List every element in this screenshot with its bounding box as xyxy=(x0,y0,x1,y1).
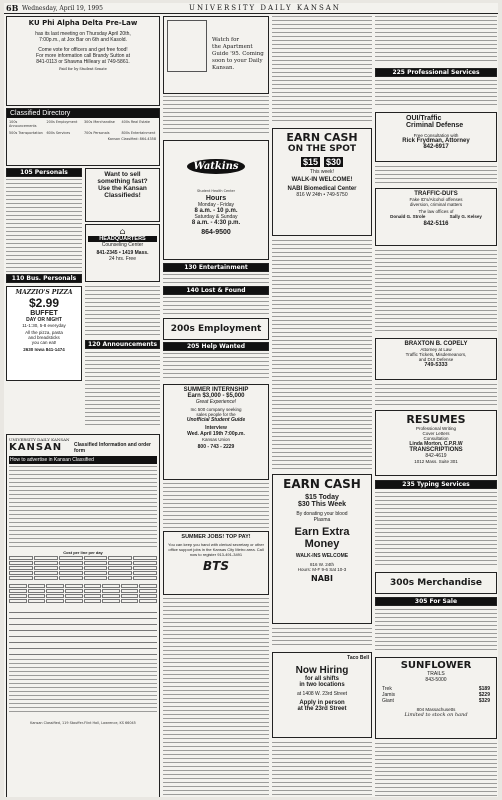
help-wanted-text2 xyxy=(163,483,269,528)
plasma-line1: By donating your blood xyxy=(296,511,348,517)
hq-hours: 24 hrs. Free xyxy=(109,256,136,262)
taco-line3: at 1408 W. 23rd Street xyxy=(296,691,348,697)
intern-date: Wed. April 19th 7:00p.m. xyxy=(187,431,245,437)
sell-fast-ad xyxy=(85,168,160,222)
house-icon xyxy=(167,20,207,72)
section-205: 205 Help Wanted xyxy=(163,342,269,351)
resumes-name: Linda Morton, C.P.R.W xyxy=(409,441,463,447)
internship-ad xyxy=(163,384,269,480)
watkins-hours4: 8 a.m. - 4:30 p.m. xyxy=(191,220,241,227)
section-305: 305 For Sale xyxy=(375,597,497,606)
directory-footer: Kansan Classified: 864-4358 xyxy=(107,136,156,141)
sunflower-name: SUNFLOWER xyxy=(400,660,472,671)
order-prices-title: Cost per line per day xyxy=(63,550,103,555)
taco-bell-ad xyxy=(272,652,372,738)
pad-line5: 841-0113 or Shawna Hilleary at 749-5861. xyxy=(36,59,130,65)
column-2 xyxy=(163,16,269,797)
directory-item: 700s Personals xyxy=(84,130,110,135)
bus-personals-text xyxy=(85,286,160,336)
mazzios-hours: 11-1:30, 5-8 everyday xyxy=(22,323,66,328)
traffic-name1: Donald G. Strole xyxy=(390,214,426,219)
cash-title: EARN CASH xyxy=(286,131,358,144)
hq-phone: 841-2345 • 1419 Mass. xyxy=(96,250,149,256)
pad-line4: For more information call Brandy Sutton at xyxy=(36,53,130,59)
section-105: 105 Personals xyxy=(6,168,82,177)
cash-phone: 816 W 24th • 749-5750 xyxy=(296,192,348,198)
sell-line4: Classifieds! xyxy=(104,192,141,199)
plasma-big2: Money xyxy=(304,538,340,550)
apt-line4: soon to your Daily Kansan. xyxy=(212,58,263,71)
taco-line5: at the 23rd Street xyxy=(297,706,347,712)
directory-item: 300s Merchandise xyxy=(84,120,115,124)
bike-price: $329 xyxy=(478,698,490,704)
hq-sub: Counseling Center xyxy=(101,242,144,248)
watkins-phone: 864-9500 xyxy=(201,229,231,237)
headquarters-ad xyxy=(85,224,160,282)
prof-services-text xyxy=(375,80,497,108)
typing-text xyxy=(375,492,497,568)
masthead-paper: UNIVERSITY DAILY KANSAN xyxy=(189,4,341,12)
plasma-ad xyxy=(272,474,372,624)
hq-house-icon: ⌂ xyxy=(119,227,126,236)
order-form xyxy=(6,434,160,797)
order-footer: Kansan Classified, 119 Stauffer-Flint Hall, Lawrence, KS 66045 xyxy=(30,721,136,725)
cash-line1: This week! xyxy=(310,169,334,175)
intern-line3: Great Experience! xyxy=(195,399,237,405)
sunflower-ad xyxy=(375,657,497,739)
watkins-hours1: Monday - Friday xyxy=(197,202,235,209)
taco-line1: for all shifts xyxy=(304,676,339,682)
order-title: How to advertise in Kansan Classified xyxy=(9,456,157,464)
personals-text xyxy=(6,179,82,272)
order-instructions xyxy=(9,466,157,548)
mazzios-line2: DAY OR NIGHT xyxy=(26,317,62,323)
col3-text1 xyxy=(272,16,372,124)
section-300 xyxy=(375,572,497,594)
col4-text4 xyxy=(375,384,497,406)
column-1 xyxy=(6,16,160,797)
watkins-ad xyxy=(163,140,269,260)
traffic-line1: The law offices of xyxy=(418,209,454,214)
summer-title: SUMMER JOBS! TOP PAY! xyxy=(181,534,251,540)
intern-line2: Earn $3,000 - $5,000 xyxy=(187,393,245,399)
sunflower-store: 804 Massachusetts xyxy=(416,707,456,712)
resumes-title: RESUMES xyxy=(406,413,466,426)
plasma-nabi: NABI xyxy=(311,574,333,583)
braxton-phone: 749-5333 xyxy=(424,362,448,368)
braxton-line3: and DUI Defense xyxy=(418,357,454,362)
intern-phone: 800 - 743 - 2229 xyxy=(197,444,235,450)
oui-traffic-ad xyxy=(375,112,497,162)
plasma-addr: 816 W. 24th xyxy=(309,562,335,567)
col4-text1 xyxy=(375,16,497,64)
traffic-sub: Fake ID's/Alcohol offenses xyxy=(409,197,463,202)
intern-line1: SUMMER INTERNSHIP xyxy=(183,387,249,393)
traffic-dui-ad xyxy=(375,188,497,246)
oui-name2: Rick Frydman, Attorney xyxy=(402,138,470,144)
col4-text2 xyxy=(375,166,497,184)
class-table xyxy=(9,584,157,603)
cash-spot-ad xyxy=(272,128,372,236)
order-payment-fields xyxy=(9,659,157,715)
plasma-big1: Earn Extra xyxy=(294,526,350,538)
intern-body2: sales people for the xyxy=(196,412,236,417)
intern-place: Kansas Union xyxy=(201,437,231,442)
resumes-item: Cover Letters xyxy=(422,431,450,436)
section-225: 225 Professional Services xyxy=(375,68,497,77)
resumes-trans: TRANSCRIPTIONS xyxy=(409,447,463,453)
apartment-guide-ad xyxy=(163,16,269,94)
traffic-title: TRAFFIC-DUI'S xyxy=(414,191,458,197)
mazzios-ad xyxy=(6,286,82,381)
resumes-item: Professional Writing xyxy=(416,426,456,431)
bike-brand: Giant xyxy=(382,698,394,704)
column-3 xyxy=(272,16,372,797)
bike-brand: Trek xyxy=(382,686,392,692)
intern-body1: Inc 500 company seeking xyxy=(190,407,242,412)
mazzios-name: MAZZIO'S PIZZA xyxy=(15,289,73,296)
summer-jobs-ad xyxy=(163,531,269,595)
taco-brand: Taco Bell xyxy=(347,655,369,661)
braxton-ad xyxy=(375,338,497,380)
resumes-phone: 842-4619 xyxy=(425,453,447,459)
newspaper-page xyxy=(4,3,498,797)
col4-text3 xyxy=(375,250,497,334)
directory-item: 600s Services xyxy=(46,130,71,135)
plasma-title: EARN CASH xyxy=(283,477,361,491)
section-140: 140 Lost & Found xyxy=(163,286,269,295)
taco-line4: Apply in person xyxy=(299,700,345,706)
oui-phone: 842-6917 xyxy=(423,144,449,150)
mazzios-line4: and breadsticks xyxy=(28,335,60,340)
mazzios-addr: 2630 Iowa 841-1474 xyxy=(23,347,65,352)
braxton-name: BRAXTON B. COPELY xyxy=(404,341,468,347)
bike-price: $189 xyxy=(478,686,490,692)
price-table xyxy=(9,556,157,580)
apt-line3: Guide '95. Coming xyxy=(212,51,264,57)
traffic-sub2: diversion, criminal matters xyxy=(409,202,463,207)
resumes-item: Consultation xyxy=(423,436,449,441)
column-4 xyxy=(375,16,497,797)
section-120: 120 Announcements xyxy=(85,340,160,349)
plasma-hours: Hours: M-F 9-6 Sat 10-3 xyxy=(297,567,347,572)
order-paper-upper: UNIVERSITY DAILY KANSAN xyxy=(9,437,70,442)
intern-body3: Unofficial Student Guide xyxy=(186,417,246,423)
watkins-hours3: Saturday & Sunday xyxy=(194,214,238,221)
taco-line2: in two locations xyxy=(299,682,345,688)
traffic-phone: 842-5116 xyxy=(423,221,449,227)
plasma-line2: Plasma xyxy=(313,517,331,523)
help-wanted-text3 xyxy=(163,598,269,797)
sell-line2: something fast? xyxy=(97,178,148,185)
directory-item: 400s Real Estate xyxy=(121,120,150,124)
traffic-name2: Sally G. Kelsey xyxy=(449,214,482,219)
directory-grid xyxy=(7,118,159,137)
intern-info: Interview xyxy=(205,425,227,431)
sunflower-phone: 843-5000 xyxy=(425,677,447,683)
directory-item: 800s Entertainment xyxy=(121,130,156,135)
plasma-amount: $15 Today xyxy=(305,494,339,501)
help-wanted-text1 xyxy=(163,353,269,381)
page-number: 6B xyxy=(6,3,19,13)
mazzios-line3: All the pizza, pasta xyxy=(25,330,63,335)
hq-name: HEADQUARTERS xyxy=(88,236,157,242)
plasma-amount2: $30 This Week xyxy=(297,501,347,508)
sunflower-limited: Limited to stock on hand xyxy=(404,712,468,718)
col3-text4 xyxy=(272,742,372,797)
pad-title: KU Phi Alpha Delta Pre-Law xyxy=(28,19,138,27)
resumes-ad xyxy=(375,410,497,476)
entertainment-text xyxy=(163,274,269,284)
cash-amount2: $30 xyxy=(326,157,342,167)
cash-nabi: NABI Biomedical Center xyxy=(287,186,357,192)
braxton-line1: Attorney at Law xyxy=(420,347,452,352)
mazzios-line5: you can eat! xyxy=(31,340,57,345)
directory-item: 500s Transportation xyxy=(9,130,43,135)
watkins-hours-title: Hours xyxy=(205,195,227,203)
sell-line3: Use the Kansan xyxy=(98,185,147,192)
watkins-sub: Student Health Center xyxy=(196,189,236,193)
directory-title: Classified Directory xyxy=(7,109,159,118)
for-sale-text xyxy=(375,609,497,653)
col3-text2 xyxy=(272,240,372,470)
bike-price: $229 xyxy=(478,692,490,698)
cash-amount: $15 xyxy=(302,157,318,167)
classified-directory xyxy=(6,108,160,166)
section-235: 235 Typing Services xyxy=(375,480,497,489)
masthead xyxy=(4,3,498,14)
section-200-label: 200s Employment xyxy=(170,324,262,334)
col3-text3 xyxy=(272,628,372,648)
pad-line1: has its last meeting on Thursday April 20th, xyxy=(35,31,131,37)
apt-line2: the Apartment xyxy=(212,44,253,50)
sell-line1: Want to sell xyxy=(104,171,141,178)
oui-line1: Free Consultation with xyxy=(413,133,459,138)
directory-item: 200s Employment xyxy=(46,120,78,124)
col2-text1 xyxy=(163,96,269,136)
cash-sub: ON THE SPOT xyxy=(287,144,357,154)
sunflower-sub: TRAILS xyxy=(427,671,445,677)
mazzios-price: $2.99 xyxy=(28,296,60,310)
pad-line3: Come vote for officers and get free food! xyxy=(38,47,128,53)
section-130: 130 Entertainment xyxy=(163,263,269,272)
bike-brand: Jamis xyxy=(382,692,396,698)
pad-paid: Paid for by Student Senate xyxy=(59,67,107,71)
lost-found-text xyxy=(163,297,269,315)
ad-copy-lines xyxy=(9,607,157,655)
resumes-addr: 1012 Mass. Suite 301 xyxy=(414,459,458,464)
apt-line1: Watch for xyxy=(212,37,240,43)
pad-ad xyxy=(6,16,160,106)
oui-name: OUI/Traffic xyxy=(406,115,442,122)
plasma-walk: WALK-INS WELCOME xyxy=(295,553,349,559)
watkins-logo: Watkins xyxy=(187,159,244,174)
oui-sub: Criminal Defense xyxy=(406,122,464,129)
section-110: 110 Bus. Personals xyxy=(6,274,82,283)
order-heading: Classified Information and order form xyxy=(73,442,151,454)
section-300-label: 300s Merchandise xyxy=(390,578,482,588)
pad-line2: 7:00p.m., at Jox Bar on 6th and Kasold. xyxy=(39,37,127,43)
col4-text5 xyxy=(375,743,497,797)
directory-item: 100s Announcements xyxy=(9,120,37,129)
braxton-line2: Traffic Tickets, Misdemeanors, xyxy=(405,352,467,357)
watkins-hours2: 8 a.m. - 10 p.m. xyxy=(194,208,238,215)
summer-brand: BTS xyxy=(203,559,229,573)
section-200 xyxy=(163,318,269,340)
masthead-date: Wednesday, April 19, 1995 xyxy=(22,4,103,12)
cash-walk: WALK-IN WELCOME! xyxy=(291,177,353,183)
announcements-text xyxy=(85,352,160,427)
summer-body: You can keep you hand with clerical secretary or other office support jobs in the Kansas City Metro area. Call now to register 913-491-3491 xyxy=(168,542,264,557)
taco-title: Now Hiring xyxy=(295,665,349,676)
mazzios-line1: BUFFET xyxy=(30,310,58,317)
order-logo: KANSAN xyxy=(9,442,63,453)
